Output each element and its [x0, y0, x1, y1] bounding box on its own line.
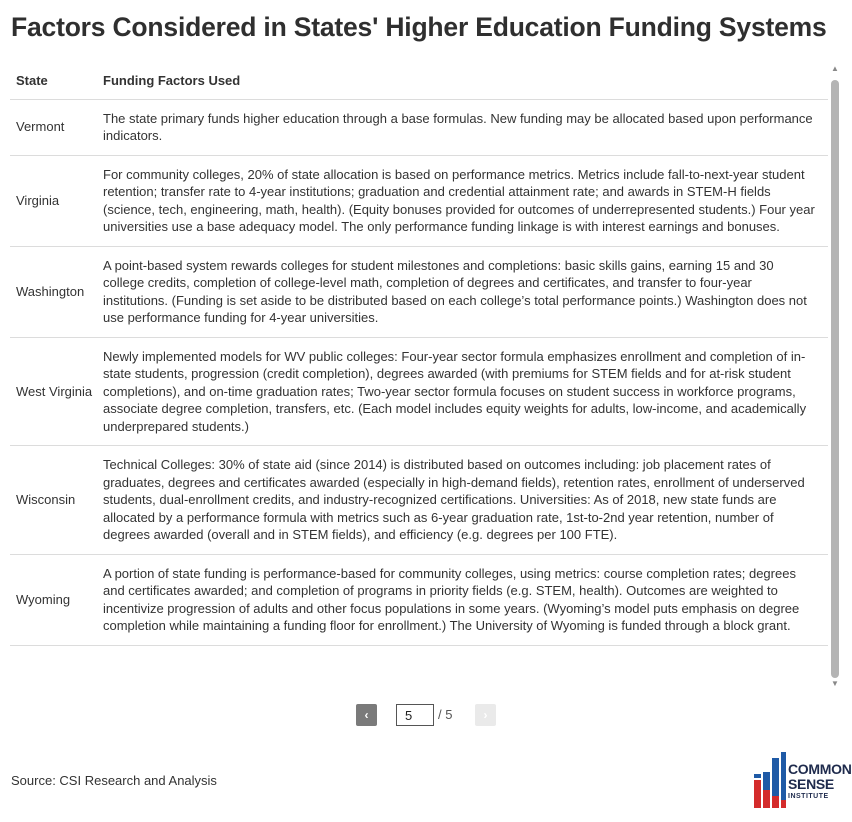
- factors-cell: Newly implemented models for WV public colleges: Four-year sector formula emphasizes enrollment and completion of in-state students, progression (credit completion), degrees awarded (with premiums for STEM fields and for at-risk student completions), and on-time graduation rates; Two-year sector formula focuses on student success in workforce programs, associate degree completion, transfers, etc. (Each model includes equity weights for adults, low-income, and academically underprepared students.): [97, 337, 828, 446]
- state-cell: West Virginia: [10, 337, 97, 446]
- logo-line-sense: SENSE: [788, 776, 834, 792]
- scroll-up-arrow-icon[interactable]: ▲: [831, 64, 839, 73]
- table-row: [10, 99, 828, 155]
- factors-cell: Technical Colleges: 30% of state aid (since 2014) is distributed based on outcomes including: job placement rates of graduates, degrees and certificates awarded (especially in high-demand fields), retention rates, enrollment of underserved students, dual-enrollment credits, and industry-recognized certifications. Universities: As of 2018, new state funds are allocated by a performance formula with metrics such as 6-year graduation rate, 1st-to-2nd year retention, number of degrees awarded (overall and in STEM fields), and efficiency (e.g. degrees per 100 FTE).: [97, 446, 828, 555]
- column-header-factors[interactable]: Funding Factors Used: [97, 62, 828, 99]
- previous-page-button[interactable]: ‹: [356, 704, 377, 726]
- source-note: Source: CSI Research and Analysis: [11, 773, 217, 788]
- factors-cell: The state primary funds higher education through a base formulas. New funding may be allocated based upon performance indicators.: [97, 99, 828, 155]
- state-cell: Virginia: [10, 155, 97, 246]
- page-total-label: / 5: [438, 707, 453, 722]
- logo-line-common: COMMON: [788, 761, 852, 777]
- state-cell: Washington: [10, 246, 97, 337]
- table-row: [10, 155, 828, 246]
- data-table: [10, 62, 828, 646]
- vertical-scrollbar[interactable]: [830, 62, 840, 689]
- state-cell: Wisconsin: [10, 446, 97, 555]
- column-header-state[interactable]: State: [10, 62, 97, 99]
- common-sense-institute-logo: [752, 750, 852, 810]
- table-row: [10, 246, 828, 337]
- state-cell: Vermont: [10, 99, 97, 155]
- factors-cell: For community colleges, 20% of state allocation is based on performance metrics. Metrics include fall-to-next-year student retention; transfer rate to 4-year institutions; graduation and credential attainment rate; and awards in STEM-H fields (science, tech, engineering, math, health). (Equity bonuses provided for outcomes of underrepresented students.) Four year universities use a base adequacy model. The only performance funding linkage is with interest earnings and bonuses.: [97, 155, 828, 246]
- scroll-down-arrow-icon[interactable]: ▼: [831, 679, 839, 688]
- logo-bars-icon: [752, 750, 788, 810]
- table-row: [10, 337, 828, 446]
- table-row: [10, 554, 828, 645]
- logo-line-institute: INSTITUTE: [788, 793, 829, 800]
- factors-cell: A portion of state funding is performance-based for community colleges, using metrics: course completion rates; degrees and certificates awarded; and completion of programs in priority fields (e.g. STEM, health). Outcomes are weighted to incentivize progression of adults and other focus populations in some years. (Wyoming’s model puts emphasis on degree completion while maintaining a funding floor for enrollment.) The University of Wyoming is funded through a block grant.: [97, 554, 828, 645]
- logo-wordmark: [788, 762, 852, 802]
- table-row: [10, 446, 828, 555]
- state-cell: Wyoming: [10, 554, 97, 645]
- page-number-input[interactable]: [396, 704, 434, 726]
- table-header-row: [10, 62, 828, 99]
- page-title: Factors Considered in States' Higher Education Funding Systems: [11, 12, 827, 42]
- data-table-container: [10, 62, 828, 689]
- scrollbar-thumb[interactable]: [831, 80, 839, 678]
- factors-cell: A point-based system rewards colleges for student milestones and completions: basic skills gains, earning 15 and 30 college credits, completion of college-level math, completion of degrees and certificates, and transfer to four-year institutions. (Funding is set aside to be distributed based on each college’s total performance points.) Washington does not use performance funding for 4-year universities.: [97, 246, 828, 337]
- next-page-button[interactable]: ›: [475, 704, 496, 726]
